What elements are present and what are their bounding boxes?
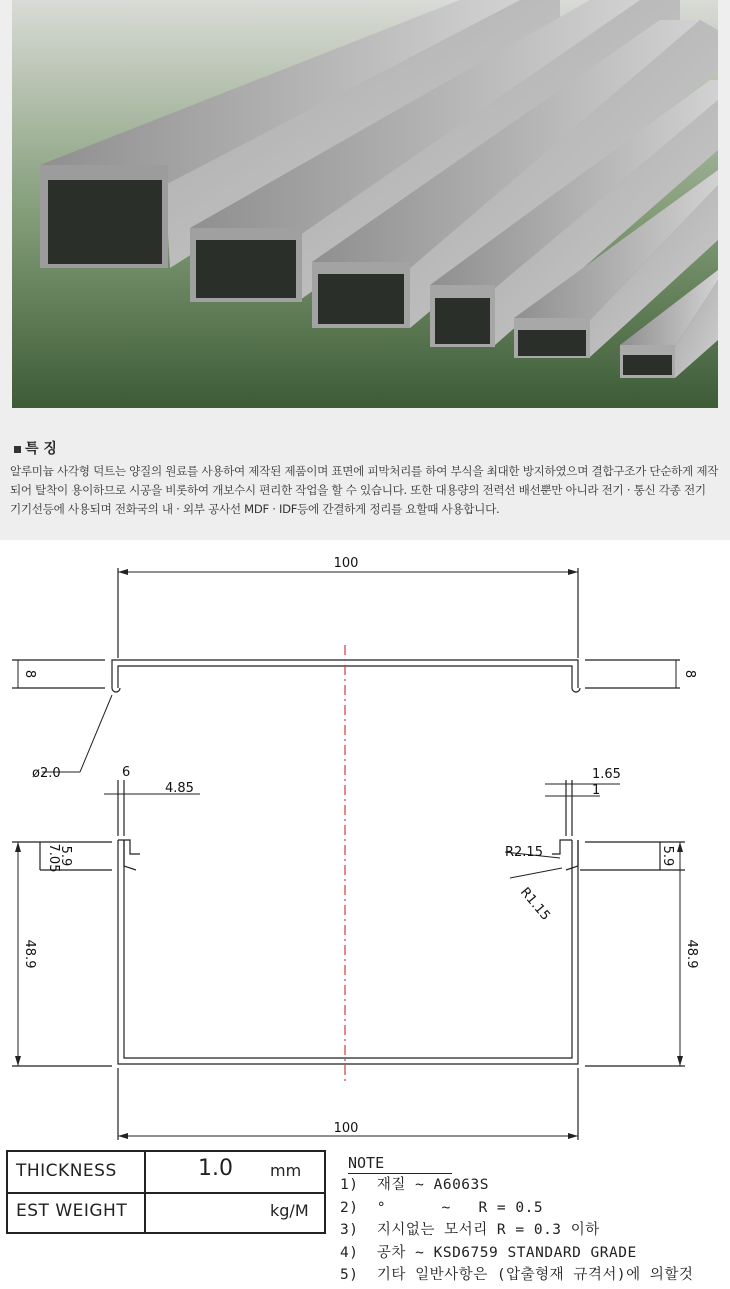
dim-hole-diameter: ø2.0 xyxy=(32,766,61,781)
duct-profile-drawing xyxy=(0,540,730,1160)
table-divider xyxy=(144,1152,146,1192)
thickness-row xyxy=(8,1152,324,1194)
aluminum-ducts-image xyxy=(0,0,730,420)
dim-right-165: 1.65 xyxy=(592,767,621,782)
weight-row xyxy=(8,1192,324,1232)
note-item: 5) 기타 일반사항은 (압출형재 규격서)에 의할것 xyxy=(340,1267,694,1283)
product-photo xyxy=(0,0,730,540)
note-item: 3) 지시없는 모서리 R = 0.3 이하 xyxy=(340,1222,600,1238)
thickness-value: 1.0 xyxy=(198,1156,233,1181)
note-item: 1) 재질 ~ A6063S xyxy=(340,1177,490,1193)
spec-table xyxy=(6,1150,326,1234)
dim-right-1: 1 xyxy=(592,783,601,798)
dim-left-485: 4.85 xyxy=(165,781,194,796)
dim-left-6: 6 xyxy=(122,765,131,780)
thickness-unit: mm xyxy=(270,1161,302,1180)
dim-left-705: 7.05 xyxy=(46,843,61,873)
note-item: 2) ° ~ R = 0.5 xyxy=(340,1199,544,1216)
weight-label: EST WEIGHT xyxy=(16,1201,128,1221)
thickness-label: THICKNESS xyxy=(16,1161,117,1181)
dim-lip-left: 8 xyxy=(22,669,37,679)
dim-height-right: 48.9 xyxy=(684,939,699,969)
dim-r215: R2.15 xyxy=(505,845,543,860)
features-heading: 특 징 xyxy=(14,438,57,458)
square-bullet-icon xyxy=(14,446,21,453)
dim-bottom-width: 100 xyxy=(333,1121,359,1136)
notes-title: NOTE xyxy=(348,1154,452,1174)
table-divider xyxy=(144,1192,146,1232)
weight-unit: kg/M xyxy=(270,1201,309,1220)
dim-height-left: 48.9 xyxy=(22,939,37,969)
dim-r115: R1.15 xyxy=(516,884,553,924)
dim-lip-right: 8 xyxy=(682,669,697,679)
dim-left-59: 5.9 xyxy=(58,845,73,867)
features-description: 알루미늄 사각형 덕트는 양질의 원료를 사용하여 제작된 제품이며 표면에 피막처리를 하여 부식을 최대한 방지하였으며 결합구조가 단순하게 제작되어 탈착이 용이하므로 시공을 비롯하여 개보수시 편리한 작업을 할 수 있습니다. 또한 대용량의 전력선 배선뿐만 아니라 전기 · 통신 각종 전기 기기선등에 사용되며 전화국의 내 · 외부 공사선 MDF · IDF등에 간결하게 정리를 요할때 사용합니다. xyxy=(10,464,719,516)
notes-block xyxy=(340,1154,693,1287)
dim-right-59: 5.9 xyxy=(660,845,675,867)
note-item: 4) 공차 ~ KSD6759 STANDARD GRADE xyxy=(340,1244,637,1261)
dim-top-width: 100 xyxy=(333,556,359,571)
